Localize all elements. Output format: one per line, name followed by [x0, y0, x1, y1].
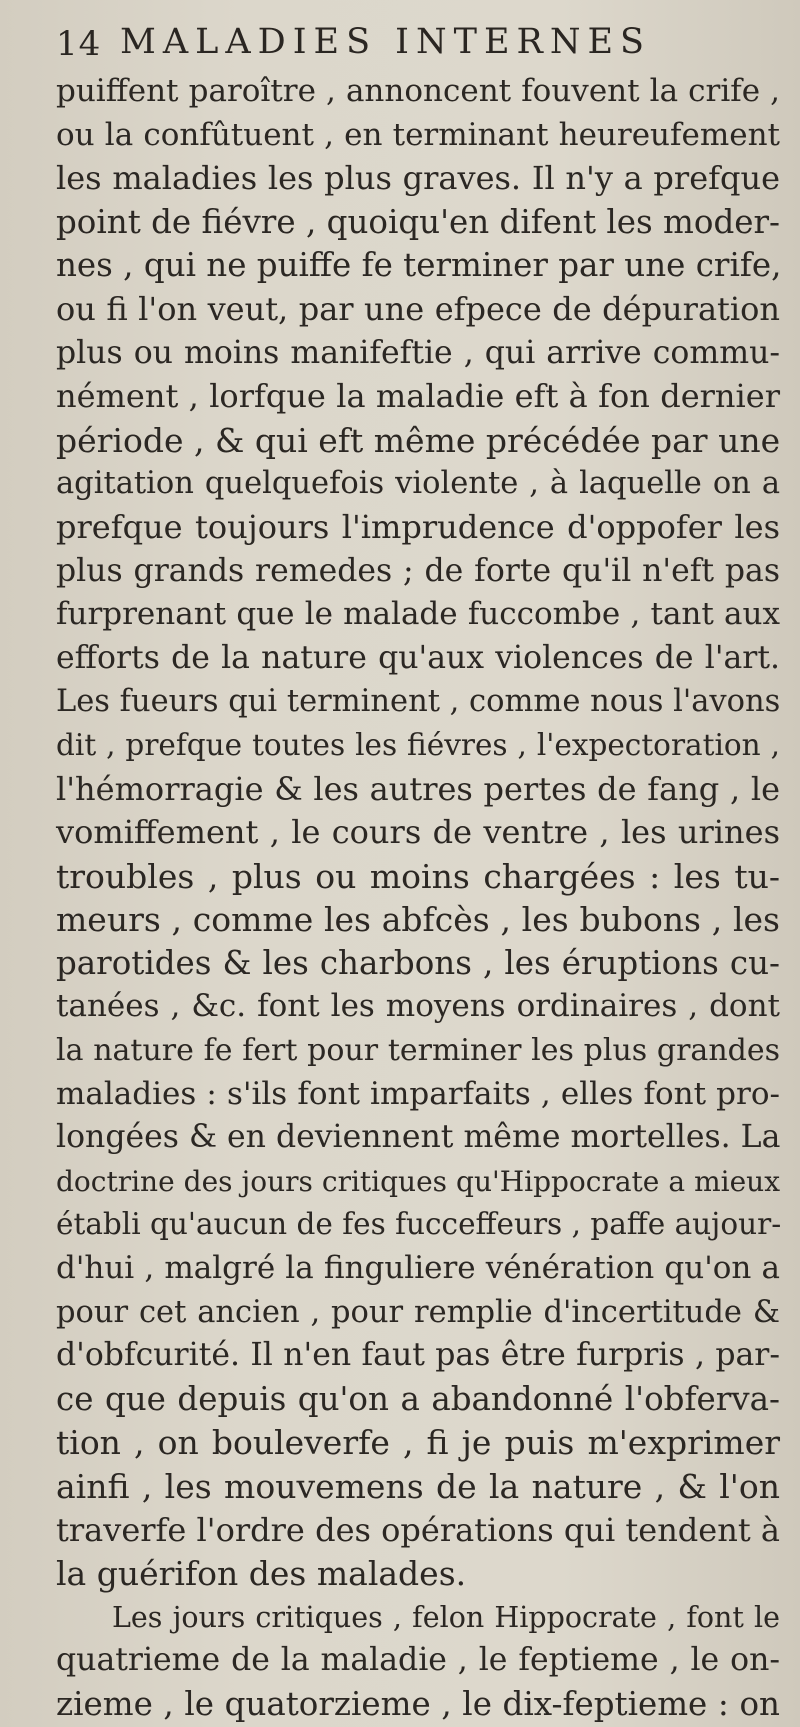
text-line: tion , on bouleverfe , fi je puis m'exprimer — [56, 1423, 780, 1463]
text-line: tanées , &c. font les moyens ordinaires , dont — [56, 988, 780, 1025]
text-line: nes , qui ne puiffe fe terminer par une crife, — [56, 246, 782, 285]
running-head: MALADIES INTERNES — [120, 22, 652, 62]
text-line-paragraph-end: la guérifon des malades. — [56, 1554, 467, 1594]
text-line-paragraph-start: Les jours critiques , felon Hippocrate , font le — [112, 1600, 780, 1634]
text-line: les maladies les plus graves. Il n'y a prefque — [56, 159, 780, 198]
text-line: nément , lorfque la maladie eft à fon dernier — [56, 377, 780, 416]
text-line: plus ou moins manifeftie , qui arrive commu- — [56, 334, 780, 371]
text-line: furprenant que le malade fuccombe , tant aux — [56, 596, 780, 633]
text-line: ou fi l'on veut, par une efpece de dépuration — [56, 289, 780, 328]
text-line: l'hémorragie & les autres pertes de fang , le — [56, 769, 780, 808]
text-line: période , & qui eft même précédée par une — [56, 420, 781, 460]
blank-page-bottom — [0, 1240, 800, 1490]
text-line: troubles , plus ou moins chargées : les tu- — [56, 856, 780, 896]
text-line: ou la confûtuent , en terminant heureufement — [56, 116, 780, 153]
text-line: meurs , comme les abfcès , les bubons , les — [56, 900, 780, 940]
text-line: prefque toujours l'imprudence d'oppofer les — [56, 507, 780, 546]
page-number: 14 — [56, 24, 102, 64]
text-line: pour cet ancien , pour remplie d'incertitude & — [56, 1294, 780, 1330]
text-line: ainfi , les mouvemens de la nature , & l'on — [56, 1467, 780, 1506]
text-line: vomiffement , le cours de ventre , les urines — [56, 813, 780, 852]
text-line: puiffent paroître , annoncent fouvent la crife , — [56, 73, 780, 109]
text-line: ce que depuis qu'on a abandonné l'obferva- — [56, 1379, 780, 1418]
text-line: la nature fe fert pour terminer les plus grandes — [56, 1033, 780, 1069]
page-header — [56, 18, 776, 72]
text-line: quatrieme de la maladie , le feptieme , le on- — [56, 1642, 780, 1679]
text-line: Les fueurs qui terminent , comme nous l'avons — [56, 684, 781, 720]
text-line: dit , prefque toutes les fiévres , l'expectoration , — [56, 727, 780, 762]
text-line: efforts de la nature qu'aux violences de l'art. — [56, 639, 780, 676]
text-line: d'hui , malgré la finguliere vénération qu'on a — [56, 1250, 780, 1287]
text-line: d'obfcurité. Il n'en faut pas être furpris , par- — [56, 1337, 780, 1374]
text-line: traverfe l'ordre des opérations qui tendent à — [56, 1510, 780, 1549]
text-line: agitation quelquefois violente , à laquelle on a — [56, 466, 780, 502]
text-line: établi qu'aucun de fes fucceffeurs , paffe aujour- — [56, 1207, 782, 1242]
text-line: doctrine des jours critiques qu'Hippocrate a mieux — [56, 1164, 780, 1198]
text-line: plus grands remedes ; de forte qu'il n'eft pas — [56, 552, 780, 589]
text-line: parotides & les charbons , les éruptions cu- — [56, 943, 780, 982]
text-line: zieme , le quatorzieme , le dix-feptieme : on — [56, 1684, 780, 1723]
text-line: longées & en deviennent même mortelles. La — [56, 1119, 781, 1156]
text-line: point de fiévre , quoiqu'en difent les moder- — [56, 202, 780, 241]
text-line: maladies : s'ils font imparfaits , elles font pro- — [56, 1075, 780, 1112]
